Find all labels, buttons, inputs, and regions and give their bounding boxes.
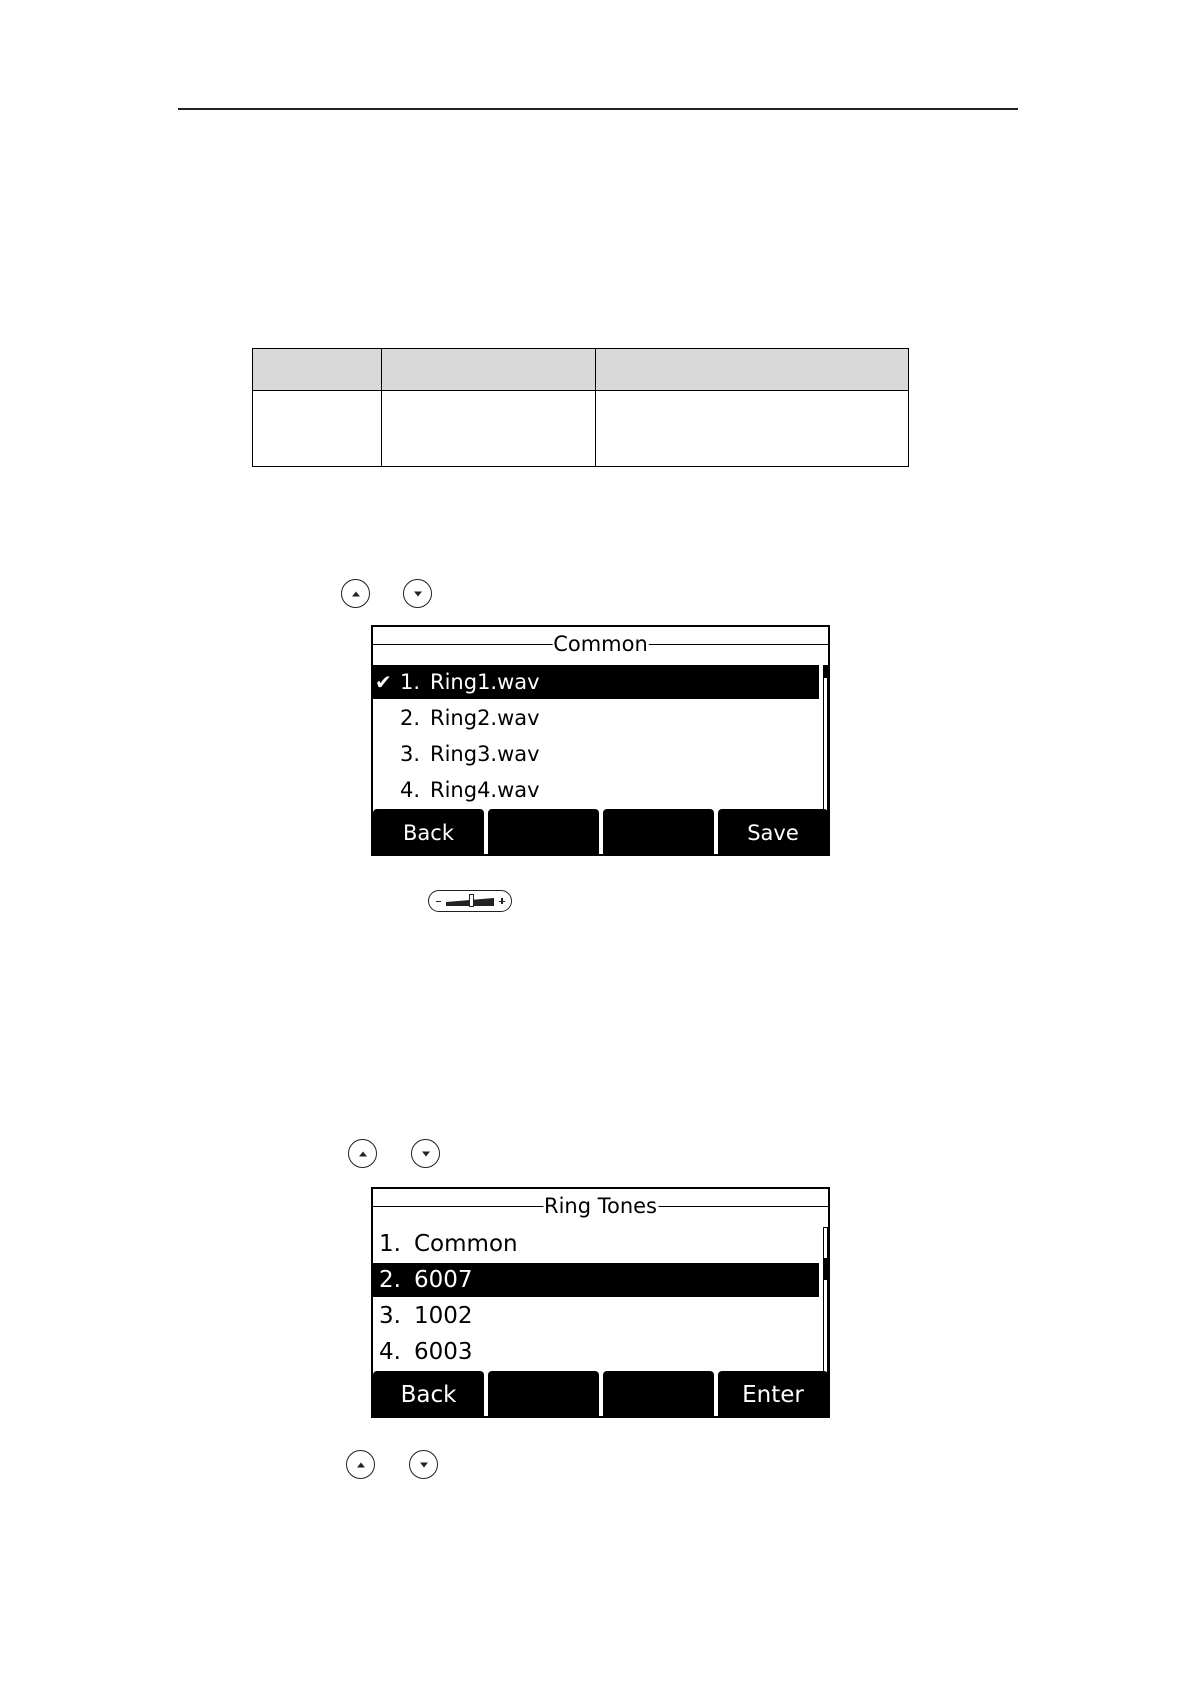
list-item[interactable] bbox=[373, 1263, 819, 1297]
enter-softkey[interactable]: Enter bbox=[718, 1371, 828, 1416]
list-item-label: 6007 bbox=[414, 1267, 473, 1293]
list-item[interactable] bbox=[373, 773, 819, 807]
list-item-number: 3. bbox=[379, 1303, 401, 1329]
save-softkey[interactable]: Save bbox=[718, 809, 828, 854]
list-item[interactable] bbox=[373, 665, 819, 699]
screen-title-bar bbox=[373, 1189, 828, 1224]
list-item-label: 6003 bbox=[414, 1339, 473, 1365]
screen-title: Common bbox=[553, 632, 648, 656]
phone-screen-ring-tones bbox=[371, 1187, 830, 1418]
scrollbar-thumb[interactable] bbox=[824, 666, 827, 678]
list-item-label: Common bbox=[414, 1231, 518, 1257]
table-header-row bbox=[253, 349, 909, 391]
list-item[interactable] bbox=[373, 701, 819, 735]
scrollbar[interactable] bbox=[823, 665, 828, 823]
list-item-label: Ring1.wav bbox=[430, 670, 540, 694]
list-item[interactable] bbox=[373, 1299, 819, 1333]
list-item-label: Ring3.wav bbox=[430, 742, 540, 766]
table-row bbox=[253, 391, 909, 467]
list-item-label: 1002 bbox=[414, 1303, 473, 1329]
scrollbar-thumb[interactable] bbox=[824, 1258, 827, 1280]
empty-softkey[interactable] bbox=[603, 1371, 714, 1416]
navigation-down-icon bbox=[403, 579, 432, 608]
softkey-bar bbox=[373, 809, 828, 854]
scrollbar[interactable] bbox=[823, 1227, 828, 1385]
list-item-label: Ring4.wav bbox=[430, 778, 540, 802]
navigation-up-icon bbox=[348, 1139, 377, 1168]
list-item-number: 1. bbox=[379, 1231, 401, 1257]
list-item-number: 2. bbox=[400, 706, 421, 730]
phone-screen-common bbox=[371, 625, 830, 856]
list-item[interactable] bbox=[373, 737, 819, 771]
list-item-number: 1. bbox=[400, 670, 421, 694]
screen-title-bar bbox=[373, 627, 828, 662]
table-header-cell bbox=[382, 349, 596, 391]
table-cell bbox=[253, 391, 382, 467]
list-item-label: Ring2.wav bbox=[430, 706, 540, 730]
navigation-up-icon bbox=[346, 1450, 375, 1479]
table-header-cell bbox=[596, 349, 909, 391]
navigation-down-icon bbox=[411, 1139, 440, 1168]
reference-table bbox=[252, 348, 909, 467]
list-item-number: 2. bbox=[379, 1267, 401, 1293]
checkmark-icon: ✔ bbox=[375, 670, 392, 694]
empty-softkey[interactable] bbox=[603, 809, 714, 854]
list-item[interactable] bbox=[373, 1227, 819, 1261]
table-header-cell bbox=[253, 349, 382, 391]
back-softkey[interactable]: Back bbox=[373, 809, 484, 854]
volume-knob bbox=[469, 894, 474, 907]
empty-softkey[interactable] bbox=[488, 809, 599, 854]
minus-mark bbox=[436, 901, 441, 902]
softkey-bar bbox=[373, 1371, 828, 1416]
table-cell bbox=[382, 391, 596, 467]
navigation-down-icon bbox=[409, 1450, 438, 1479]
table-cell bbox=[596, 391, 909, 467]
back-softkey[interactable]: Back bbox=[373, 1371, 484, 1416]
list-item-number: 4. bbox=[400, 778, 421, 802]
plus-mark bbox=[501, 898, 502, 904]
empty-softkey[interactable] bbox=[488, 1371, 599, 1416]
volume-key-icon bbox=[428, 890, 512, 912]
navigation-up-icon bbox=[341, 579, 370, 608]
list-item-number: 4. bbox=[379, 1339, 401, 1365]
list-item-number: 3. bbox=[400, 742, 421, 766]
page-header-rule bbox=[178, 108, 1018, 110]
list-item[interactable] bbox=[373, 1335, 819, 1369]
screen-title: Ring Tones bbox=[543, 1194, 658, 1218]
